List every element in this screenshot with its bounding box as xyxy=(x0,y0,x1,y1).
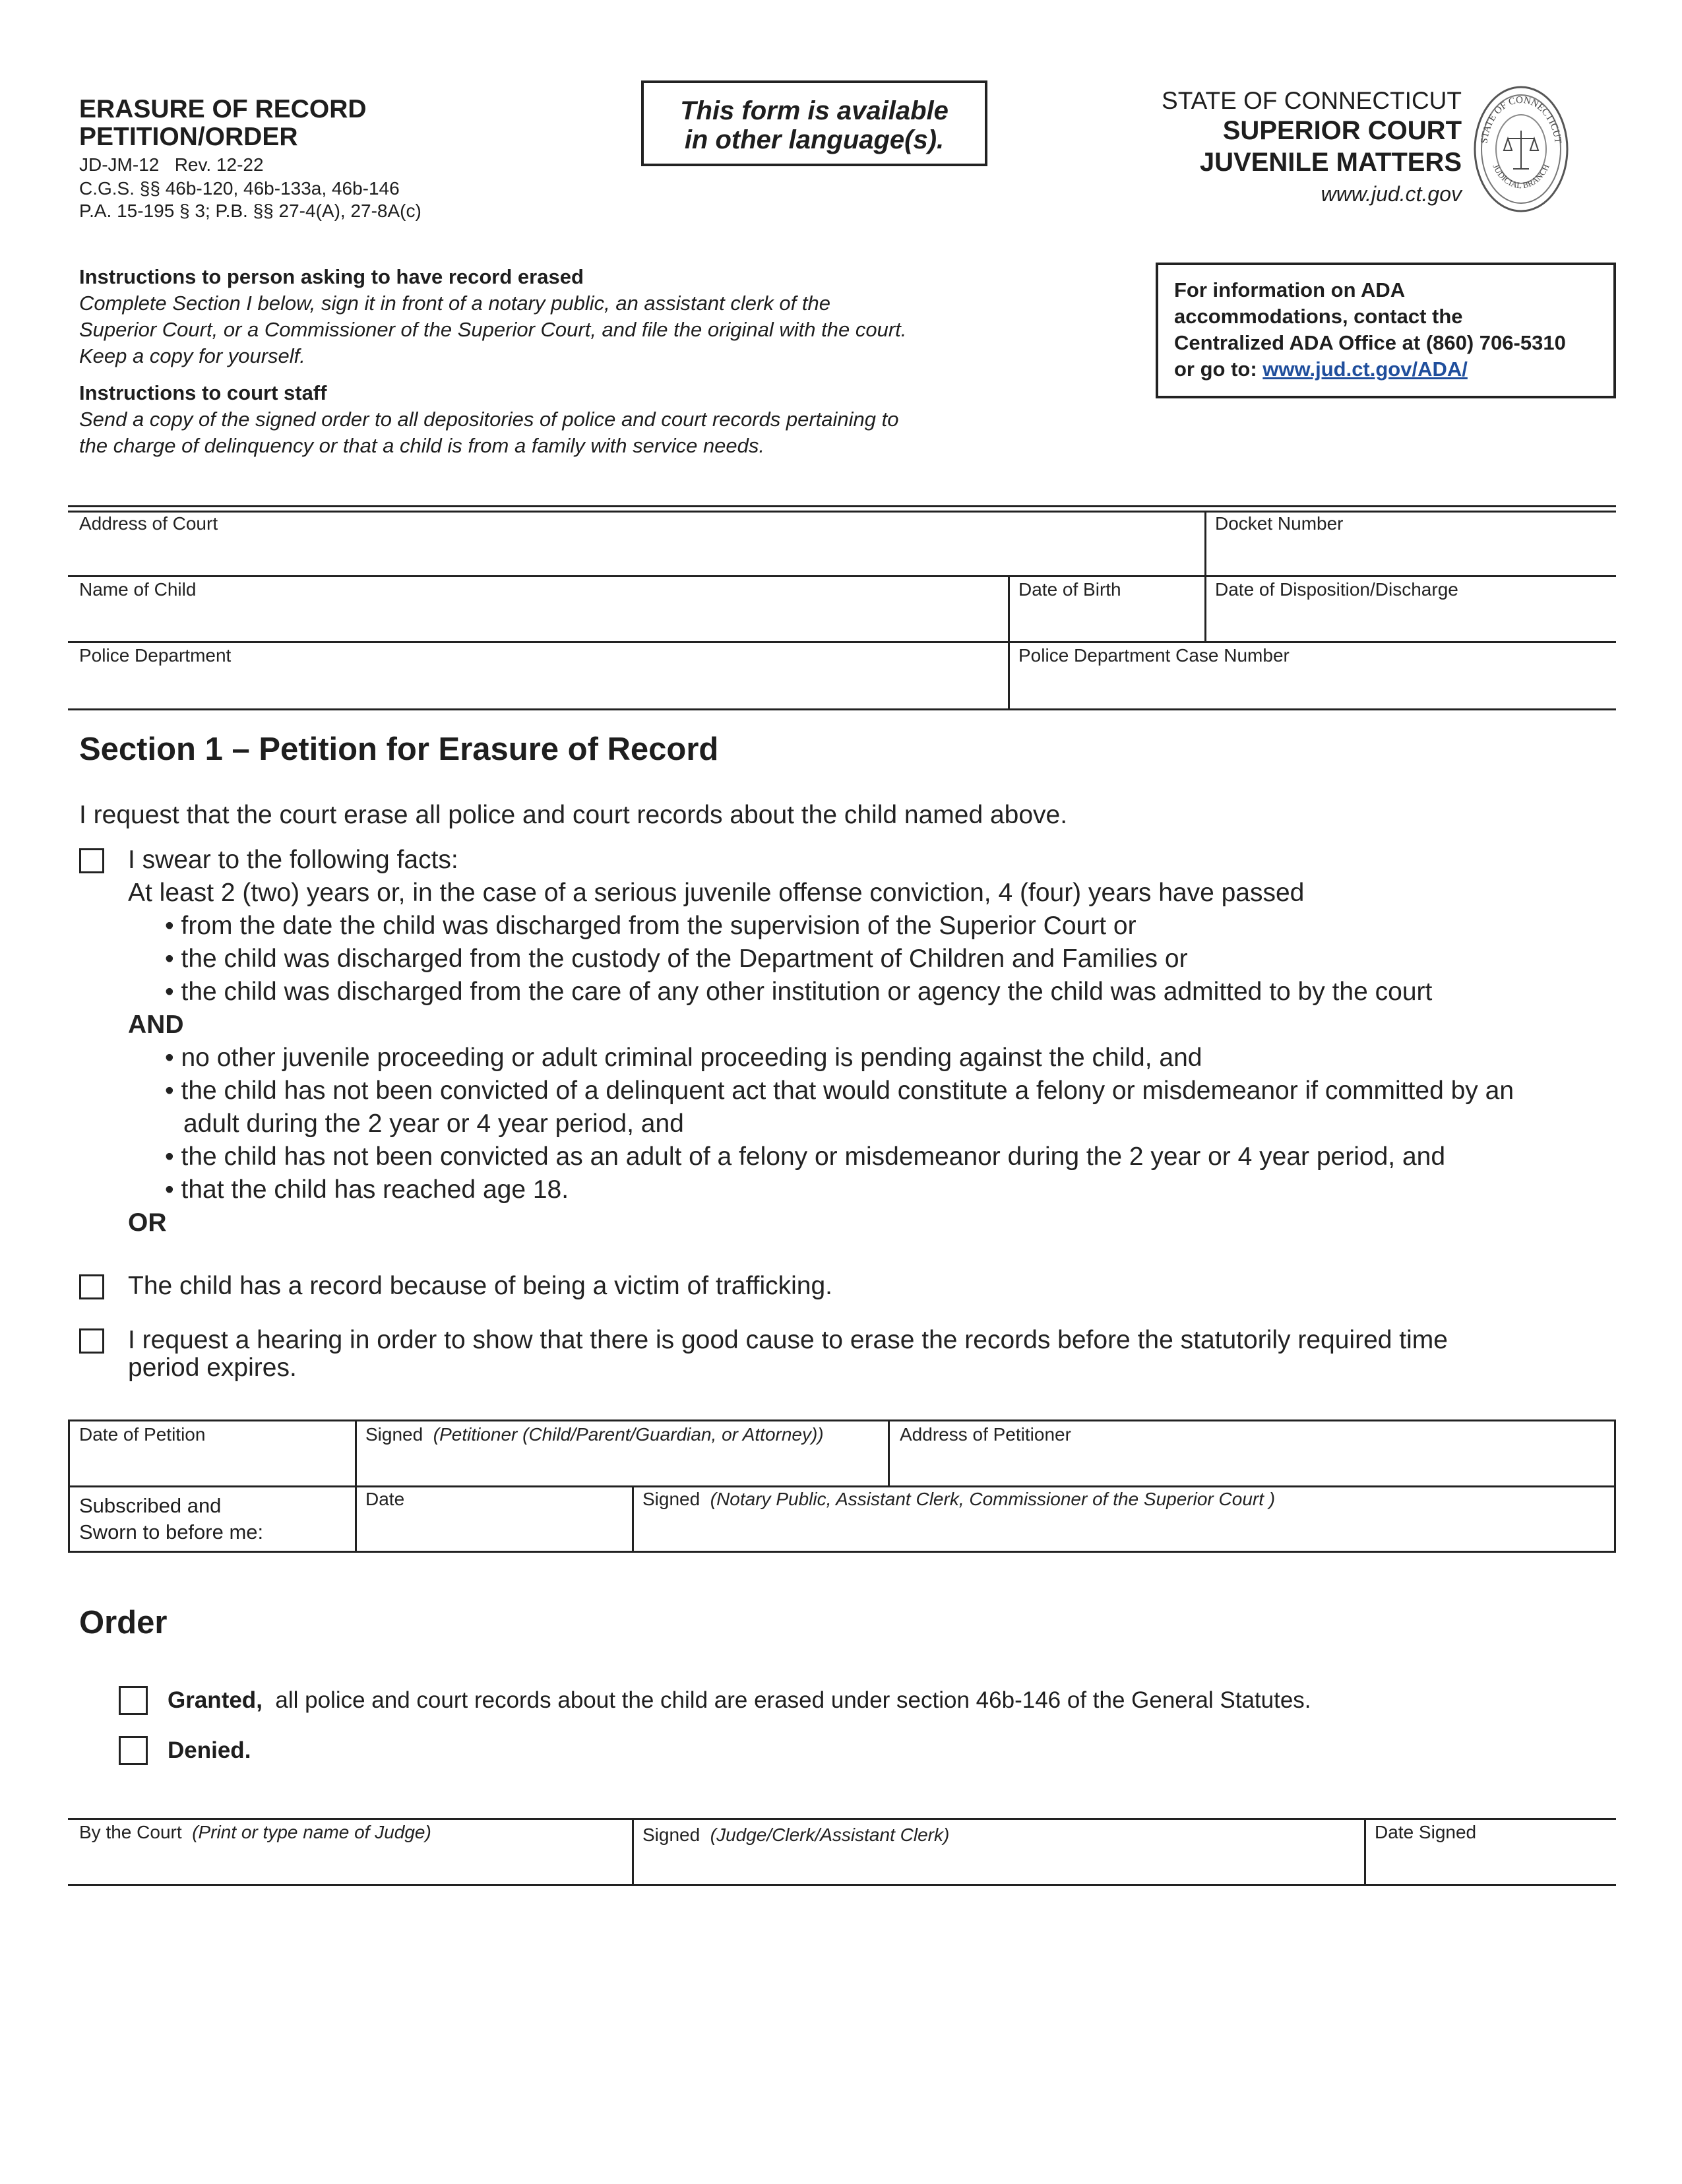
police-department-label: Police Department xyxy=(79,645,232,666)
address-of-petitioner-label: Address of Petitioner xyxy=(900,1424,1071,1445)
ada-line4-prefix: or go to: xyxy=(1174,358,1263,381)
judge-signed-sub: (Judge/Clerk/Assistant Clerk) xyxy=(710,1825,950,1845)
date-signed-label: Date Signed xyxy=(1375,1822,1477,1842)
judge-name-field[interactable] xyxy=(70,1821,631,1883)
docket-number-field[interactable] xyxy=(1207,512,1615,574)
granted-checkbox[interactable] xyxy=(119,1686,148,1715)
and-label: AND xyxy=(128,1011,184,1039)
date-of-birth-field[interactable] xyxy=(1011,578,1203,640)
address-of-court-field[interactable] xyxy=(70,512,1203,574)
instructions-person-line1: Complete Section I below, sign it in front of a notary public, an assistant clerk of the xyxy=(79,292,830,315)
scales-icon xyxy=(1504,131,1538,169)
ada-line2: accommodations, contact the xyxy=(1174,305,1463,328)
language-box-line1: This form is available xyxy=(680,96,949,125)
by-court-sub: (Print or type name of Judge) xyxy=(192,1822,431,1842)
police-case-number-field[interactable] xyxy=(1011,644,1615,707)
subscribed-sworn-cell xyxy=(70,1487,354,1551)
bullet-discharged-care: • the child was discharged from the care of any other institution or agency the child was admitted to by the court xyxy=(165,978,1433,1006)
statutes-line1: C.G.S. §§ 46b-120, 46b-133a, 46b-146 xyxy=(79,178,400,199)
judge-name-label xyxy=(79,1822,431,1843)
name-of-child-label: Name of Child xyxy=(79,579,197,600)
address-of-petitioner-field[interactable] xyxy=(890,1421,1613,1484)
form-id: JD-JM-12 xyxy=(79,154,160,175)
form-id-line xyxy=(79,154,264,175)
bullet-not-convicted-delinquent-cont: adult during the 2 year or 4 year period, and xyxy=(183,1109,684,1138)
denied-checkbox[interactable] xyxy=(119,1736,148,1765)
language-box-line2: in other language(s). xyxy=(684,125,945,154)
ada-line1: For information on ADA xyxy=(1174,278,1406,301)
swear-facts-checkbox[interactable] xyxy=(79,848,104,873)
bullet-discharged-custody: • the child was discharged from the custody of the Department of Children and Families or xyxy=(165,945,1188,973)
statutes-line2: P.A. 15-195 § 3; P.B. §§ 27-4(A), 27-8A(c) xyxy=(79,201,421,221)
granted-line xyxy=(168,1687,1311,1714)
date-of-petition-label: Date of Petition xyxy=(79,1424,206,1445)
date-of-petition-field[interactable] xyxy=(70,1421,354,1484)
order-heading: Order xyxy=(79,1605,168,1640)
granted-label: Granted, xyxy=(168,1687,263,1713)
swear-facts-label: I swear to the following facts: xyxy=(128,846,458,874)
petitioner-signed-label: Signed xyxy=(365,1424,423,1445)
judicial-branch-seal xyxy=(1472,84,1570,214)
ada-link[interactable]: www.jud.ct.gov/ADA/ xyxy=(1262,358,1468,381)
petitioner-signature-label xyxy=(365,1424,824,1445)
date-of-disposition-field[interactable] xyxy=(1207,578,1615,640)
bullet-no-proceeding: • no other juvenile proceeding or adult criminal proceeding is pending against the child, and xyxy=(165,1044,1202,1072)
petitioner-signature-field[interactable] xyxy=(358,1421,887,1484)
instructions-staff-heading: Instructions to court staff xyxy=(79,381,327,404)
judge-signature-field[interactable] xyxy=(635,1821,1363,1883)
section1-heading: Section 1 – Petition for Erasure of Record xyxy=(79,732,719,767)
trafficking-checkbox[interactable] xyxy=(79,1274,104,1299)
date-signed-field[interactable] xyxy=(1367,1821,1615,1883)
police-department-field[interactable] xyxy=(70,644,1007,707)
granted-text: all police and court records about the child are erased under section 46b-146 of the General Statutes. xyxy=(275,1687,1311,1713)
hearing-request-line1: I request a hearing in order to show that there is good cause to erase the records before the statutorily required time xyxy=(128,1326,1448,1354)
trafficking-label: The child has a record because of being a victim of trafficking. xyxy=(128,1272,833,1300)
notary-signature-field[interactable] xyxy=(635,1487,1613,1551)
hearing-request-line2: period expires. xyxy=(128,1354,297,1382)
division-name: JUVENILE MATTERS xyxy=(1199,148,1462,177)
sworn-date-label: Date xyxy=(365,1489,405,1509)
form-revision: Rev. 12-22 xyxy=(174,154,264,175)
denied-label: Denied. xyxy=(168,1737,251,1763)
ada-info-box xyxy=(1156,263,1616,398)
ada-line4 xyxy=(1174,356,1613,383)
notary-signature-label xyxy=(642,1489,1275,1510)
subscribed-line1: Subscribed and xyxy=(79,1494,222,1517)
by-court-label: By the Court xyxy=(79,1822,182,1842)
petitioner-signed-sub: (Petitioner (Child/Parent/Guardian, or Attorney)) xyxy=(433,1424,824,1445)
judge-signature-label xyxy=(642,1825,949,1846)
request-text: I request that the court erase all police and court records about the child named above. xyxy=(79,801,1068,829)
subscribed-line2: Sworn to before me: xyxy=(79,1520,264,1544)
ada-line3: Centralized ADA Office at (860) 706-5310 xyxy=(1174,331,1566,354)
bullet-not-convicted-delinquent: • the child has not been convicted of a delinquent act that would constitute a felony or misdemeanor if committed by an xyxy=(165,1076,1514,1105)
hearing-request-checkbox[interactable] xyxy=(79,1328,104,1354)
state-name: STATE OF CONNECTICUT xyxy=(1162,87,1462,114)
sworn-date-field[interactable] xyxy=(358,1487,631,1551)
seal-text-top: STATE OF CONNECTICUT xyxy=(1479,94,1563,144)
seal-text-bottom: JUDICIAL BRANCH xyxy=(1491,162,1551,191)
bullet-discharged-supervision: • from the date the child was discharged from the supervision of the Superior Court or xyxy=(165,912,1137,940)
at-least-text: At least 2 (two) years or, in the case of a serious juvenile offense conviction, 4 (four) years have passed xyxy=(128,879,1305,907)
notary-signed-sub: (Notary Public, Assistant Clerk, Commissioner of the Superior Court ) xyxy=(710,1489,1276,1509)
bullet-not-convicted-adult: • the child has not been convicted as an adult of a felony or misdemeanor during the 2 year or 4 year period, and xyxy=(165,1142,1446,1171)
instructions-staff-line2: the charge of delinquency or that a child is from a family with service needs. xyxy=(79,434,765,457)
police-case-number-label: Police Department Case Number xyxy=(1018,645,1290,666)
instructions-staff-line1: Send a copy of the signed order to all depositories of police and court records pertaining to xyxy=(79,408,899,431)
language-availability-box[interactable] xyxy=(641,80,987,166)
bullet-age-18: • that the child has reached age 18. xyxy=(165,1175,569,1204)
form-title-line1: ERASURE OF RECORD xyxy=(79,95,367,123)
or-label: OR xyxy=(128,1208,167,1237)
court-name: SUPERIOR COURT xyxy=(1222,116,1462,145)
judge-signed-label: Signed xyxy=(642,1825,701,1845)
website: www.jud.ct.gov xyxy=(1321,182,1462,206)
instructions-person-line2: Superior Court, or a Commissioner of the Superior Court, and file the original with the court. xyxy=(79,318,907,341)
instructions-person-line3: Keep a copy for yourself. xyxy=(79,344,305,367)
address-of-court-label: Address of Court xyxy=(79,513,218,534)
date-of-birth-label: Date of Birth xyxy=(1018,579,1121,600)
docket-number-label: Docket Number xyxy=(1215,513,1344,534)
date-of-disposition-label: Date of Disposition/Discharge xyxy=(1215,579,1458,600)
notary-signed-label: Signed xyxy=(642,1489,701,1509)
form-title-line2: PETITION/ORDER xyxy=(79,123,298,151)
name-of-child-field[interactable] xyxy=(70,578,1007,640)
instructions-person-heading: Instructions to person asking to have record erased xyxy=(79,265,584,288)
